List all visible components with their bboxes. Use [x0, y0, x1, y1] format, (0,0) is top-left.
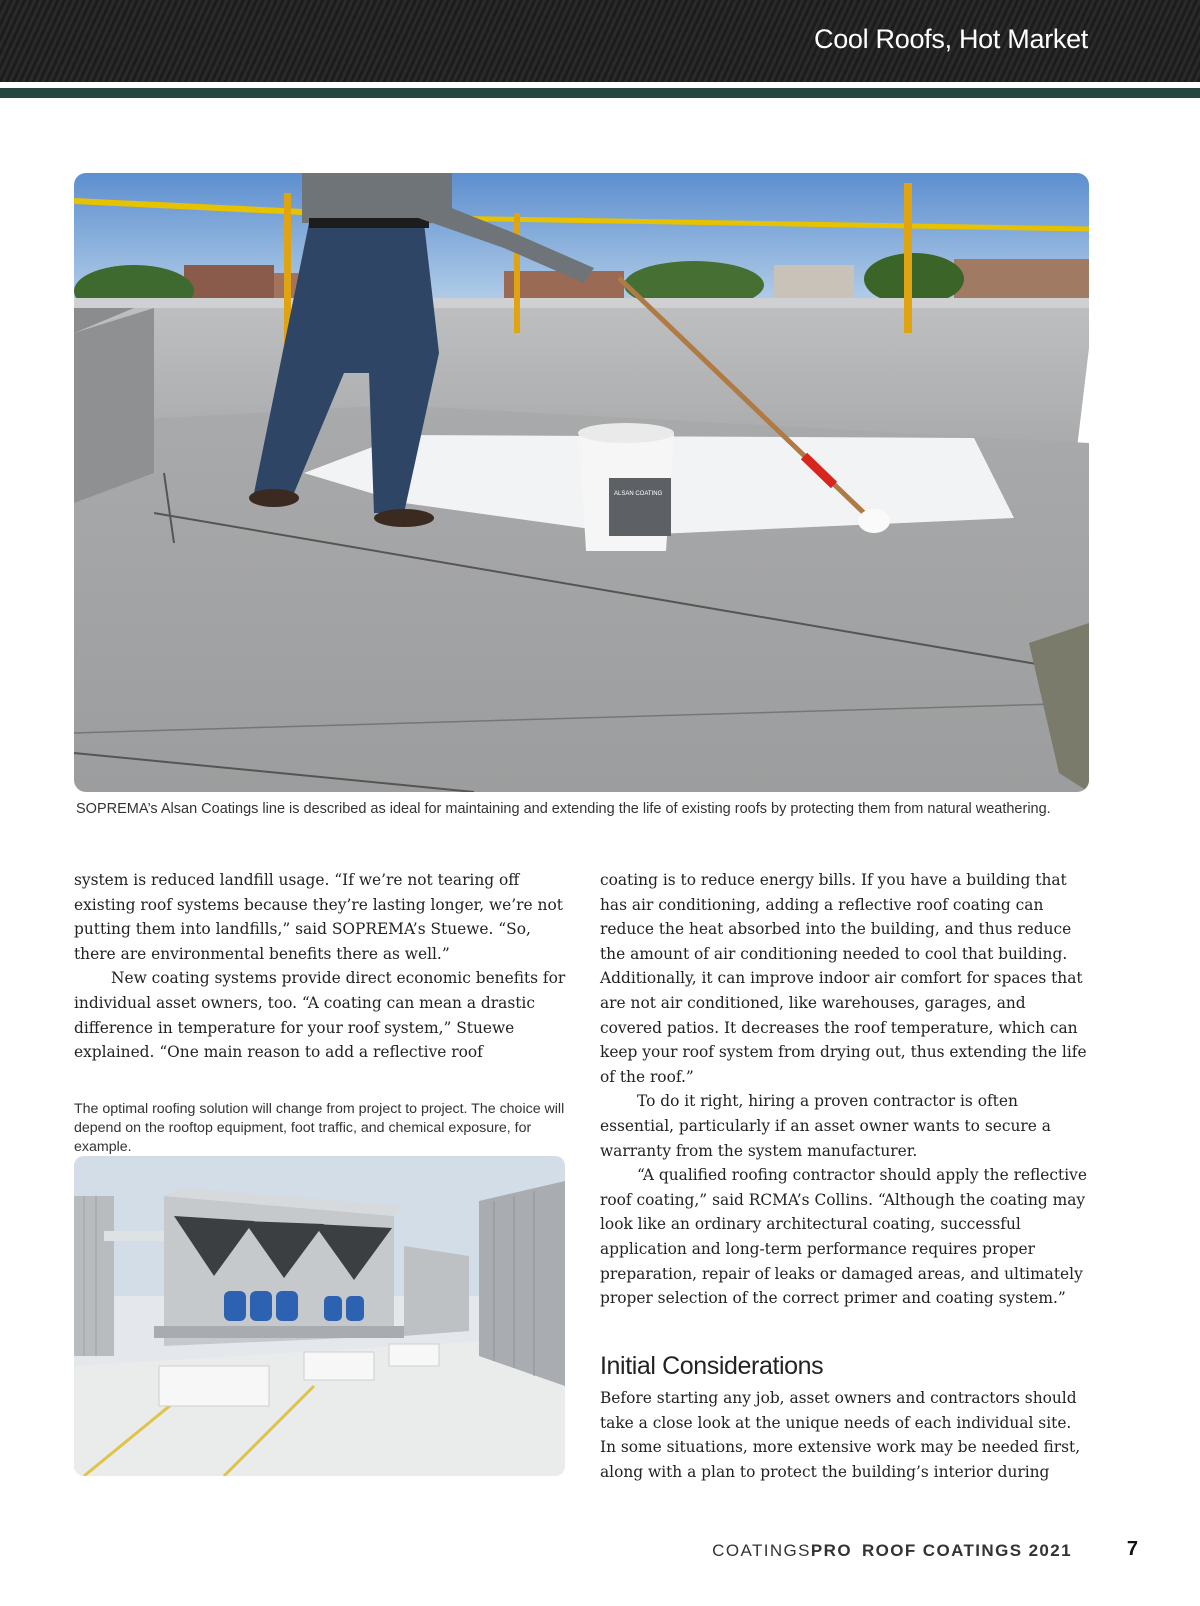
main-photo-illustration — [74, 173, 1089, 792]
article-right-column — [600, 868, 1092, 1311]
left-paragraph: system is reduced landfill usage. “If we’re not tearing off existing roof systems because they’re lasting longer, we’re not putting them into landfills,” said SOPREMA’s Stuewe. “So, there are environmental benefits there as well.” — [74, 871, 563, 963]
left-paragraph: New coating systems provide direct economic benefits for individual asset owners, too. “A coating can mean a drastic difference in temperature for your roof system,” Stuewe explained. “One main reason to add a reflective roof — [74, 969, 566, 1062]
page-footer — [712, 1541, 1072, 1561]
issue-label: ROOF COATINGS 2021 — [861, 1541, 1072, 1560]
rooftop-equipment-illustration — [74, 1156, 565, 1476]
publication-prefix: COATINGS — [712, 1541, 811, 1560]
main-photo — [74, 173, 1089, 792]
right-paragraph: coating is to reduce energy bills. If you have a building that has air conditioning, adding a reflective roof coating can reduce the heat absorbed into the building, and thus reduce the amount of air conditioning needed to cool that building. Additionally, it can improve indoor air comfort for spaces that are not air conditioned, like warehouses, garages, and covered patios. It decreases the roof temperature, which can keep your roof system from drying out, thus extending the life of the roof.” — [600, 871, 1087, 1086]
section-paragraph: Before starting any job, asset owners and contractors should take a close look at the unique needs of each individual site. In some situations, more extensive work may be needed first, along with a plan to protect the building’s interior during — [600, 1389, 1081, 1481]
right-paragraph: “A qualified roofing contractor should apply the reflective roof coating,” said RCMA’s Collins. “Although the coating may look like an ordinary architectural coating, successful application and long-term performance requires proper preparation, repair of leaks or damaged areas, and ultimately proper selection of the correct primer and coating system.” — [600, 1166, 1087, 1308]
rooftop-equipment-photo — [74, 1156, 565, 1476]
header-rule-teal — [0, 88, 1200, 98]
right-paragraph: To do it right, hiring a proven contractor is often essential, particularly if an asset owner wants to secure a warranty from the system manufacturer. — [600, 1092, 1051, 1160]
article-left-column — [74, 868, 570, 1065]
section-body — [600, 1386, 1092, 1484]
bucket-label: ALSAN COATING — [614, 491, 663, 497]
page-number: 7 — [1126, 1538, 1138, 1560]
small-photo-caption: The optimal roofing solution will change from project to project. The choice will depend on the rooftop equipment, foot traffic, and chemical exposure, for example. — [74, 1101, 565, 1155]
section-heading: Initial Considerations — [600, 1352, 824, 1380]
main-photo-caption: SOPREMA’s Alsan Coatings line is described as ideal for maintaining and extending the life of existing roofs by protecting them from natural weathering. — [76, 801, 1051, 817]
publication-suffix: PRO — [810, 1541, 852, 1560]
header-title: Cool Roofs, Hot Market — [814, 24, 1088, 54]
header-bar — [0, 0, 1200, 82]
